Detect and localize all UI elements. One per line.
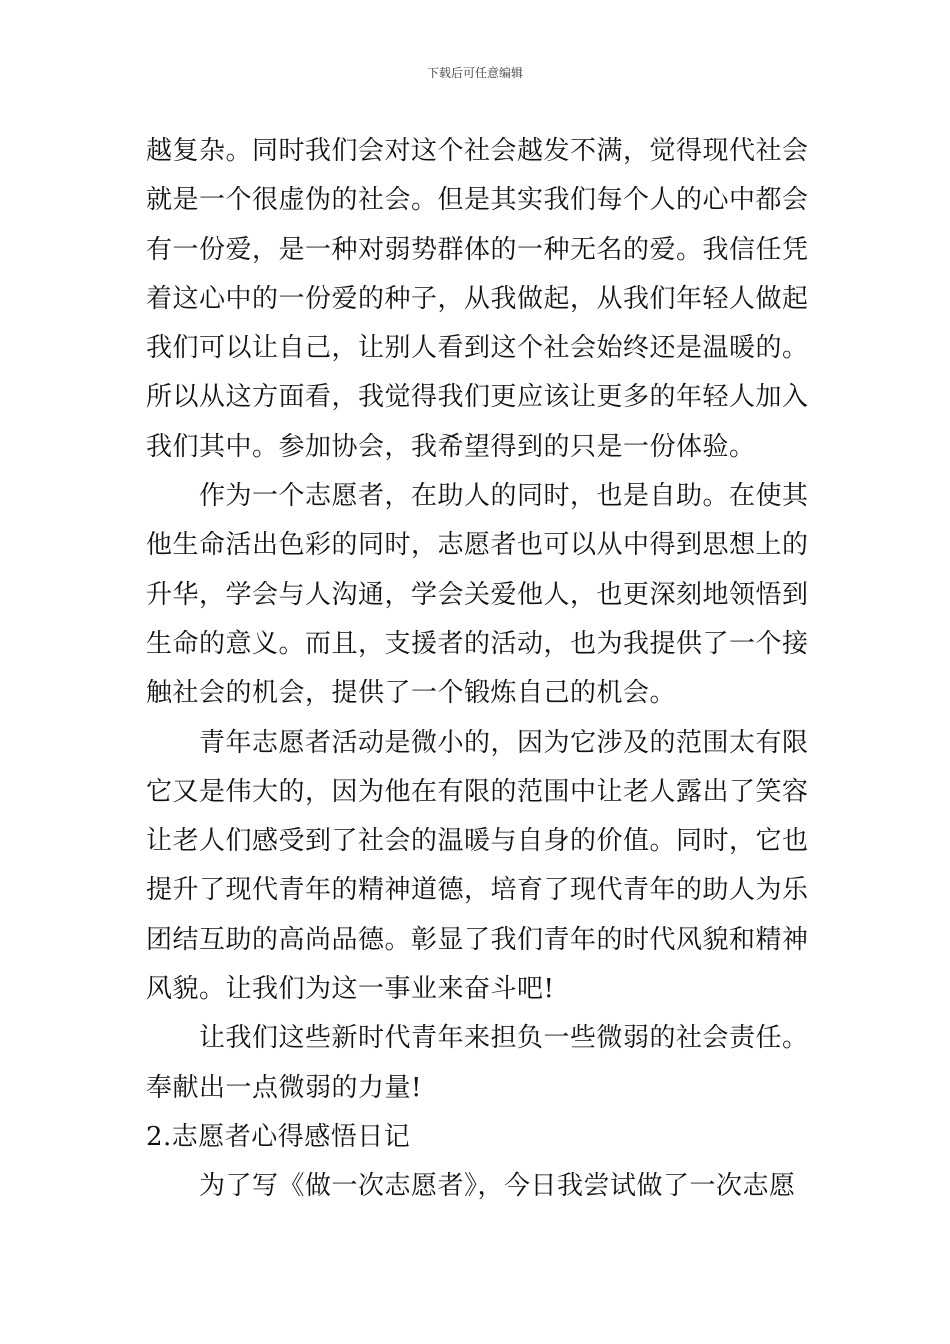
text-line: 升华，学会与人沟通，学会关爱他人，也更深刻地领悟到: [146, 579, 809, 610]
text-line: 有一份爱，是一种对弱势群体的一种无名的爱。我信任凭: [146, 234, 809, 265]
text-line: 着这心中的一份爱的种子，从我做起，从我们年轻人做起: [146, 283, 809, 314]
text-line: 提升了现代青年的精神道德，培育了现代青年的助人为乐: [146, 875, 809, 906]
text-line: 作为一个志愿者，在助人的同时，也是自助。在使其: [199, 481, 809, 512]
text-line: 所以从这方面看，我觉得我们更应该让更多的年轻人加入: [146, 382, 809, 413]
text-line: 生命的意义。而且，支援者的活动，也为我提供了一个接: [146, 628, 809, 659]
text-line: 让老人们感受到了社会的温暖与自身的价值。同时，它也: [146, 826, 809, 857]
text-line: 越复杂。同时我们会对这个社会越发不满，觉得现代社会: [146, 136, 809, 166]
text-line: 团结互助的高尚品德。彰显了我们青年的时代风貌和精神: [146, 924, 809, 955]
text-line: 风貌。让我们为这一事业来奋斗吧!: [146, 974, 555, 1005]
section-heading: 2.志愿者心得感悟日记: [146, 1121, 411, 1152]
text-line: 青年志愿者活动是微小的，因为它涉及的范围太有限: [199, 727, 809, 758]
text-line: 让我们这些新时代青年来担负一些微弱的社会责任。: [199, 1023, 809, 1054]
document-body: [146, 127, 816, 1212]
text-line: 触社会的机会，提供了一个锻炼自己的机会。: [146, 678, 677, 709]
text-line: 为了写《做一次志愿者》，今日我尝试做了一次志愿: [199, 1171, 796, 1202]
text-line: 它又是伟大的，因为他在有限的范围中让老人露出了笑容: [146, 776, 809, 807]
text-line: 我们可以让自己，让别人看到这个社会始终还是温暖的。: [146, 333, 809, 364]
text-line: 就是一个很虚伪的社会。但是其实我们每个人的心中都会: [146, 185, 809, 216]
text-line: 他生命活出色彩的同时，志愿者也可以从中得到思想上的: [146, 530, 809, 561]
page-header: 下载后可任意编辑: [426, 66, 523, 80]
text-line: 奉献出一点微弱的力量!: [146, 1072, 422, 1103]
text-line: 我们其中。参加协会，我希望得到的只是一份体验。: [146, 431, 756, 462]
